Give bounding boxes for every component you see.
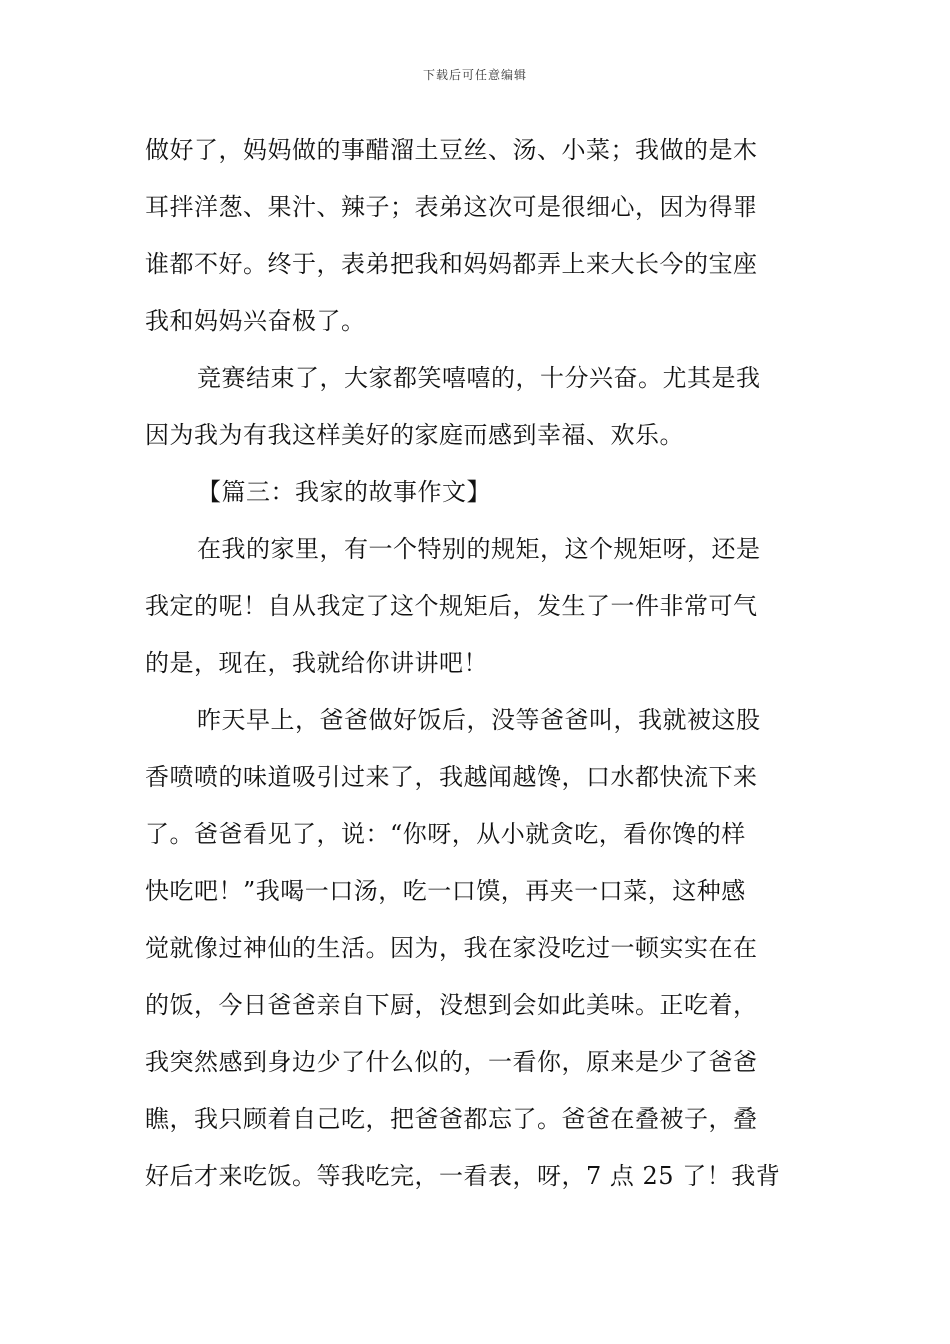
text-line: 谁都不好。终于，表弟把我和妈妈都弄上来大长今的宝座 [145, 250, 758, 278]
text-line: 耳拌洋葱、果汁、辣子；表弟这次可是很细心，因为得罪 [145, 193, 758, 221]
text-line: 香喷喷的味道吸引过来了，我越闻越馋，口水都快流下来 [145, 763, 758, 791]
paragraph-start-line: 昨天早上，爸爸做好饭后，没等爸爸叫，我就被这股 [197, 706, 761, 734]
text-line: 做好了，妈妈做的事醋溜土豆丝、汤、小菜；我做的是木 [145, 136, 758, 164]
document-body [145, 122, 810, 1205]
text-line: 好后才来吃饭。等我吃完，一看表，呀，7 点 25 了！我背 [145, 1162, 781, 1190]
text-line: 瞧，我只顾着自己吃，把爸爸都忘了。爸爸在叠被子，叠 [145, 1105, 758, 1133]
text-line: 了。爸爸看见了，说：“你呀，从小就贪吃，看你馋的样 [145, 820, 746, 848]
page-header-note: 下载后可任意编辑 [422, 68, 527, 82]
text-line: 快吃吧！”我喝一口汤，吃一口馍，再夹一口菜，这种感 [145, 877, 746, 905]
text-line: 的是，现在，我就给你讲讲吧！ [145, 649, 488, 677]
text-line: 我突然感到身边少了什么似的，一看你，原来是少了爸爸 [145, 1048, 758, 1076]
text-line: 我定的呢！自从我定了这个规矩后，发生了一件非常可气 [145, 592, 758, 620]
paragraph-start-line: 在我的家里，有一个特别的规矩，这个规矩呀，还是 [197, 535, 761, 563]
section-heading: 【篇三：我家的故事作文】 [197, 478, 491, 506]
text-line: 的饭，今日爸爸亲自下厨，没想到会如此美味。正吃着， [145, 991, 758, 1019]
text-line: 觉就像过神仙的生活。因为，我在家没吃过一顿实实在在 [145, 934, 758, 962]
paragraph-start-line: 竞赛结束了，大家都笑嘻嘻的，十分兴奋。尤其是我 [197, 364, 761, 392]
text-line: 因为我为有我这样美好的家庭而感到幸福、欢乐。 [145, 421, 684, 449]
text-line: 我和妈妈兴奋极了。 [145, 307, 366, 335]
